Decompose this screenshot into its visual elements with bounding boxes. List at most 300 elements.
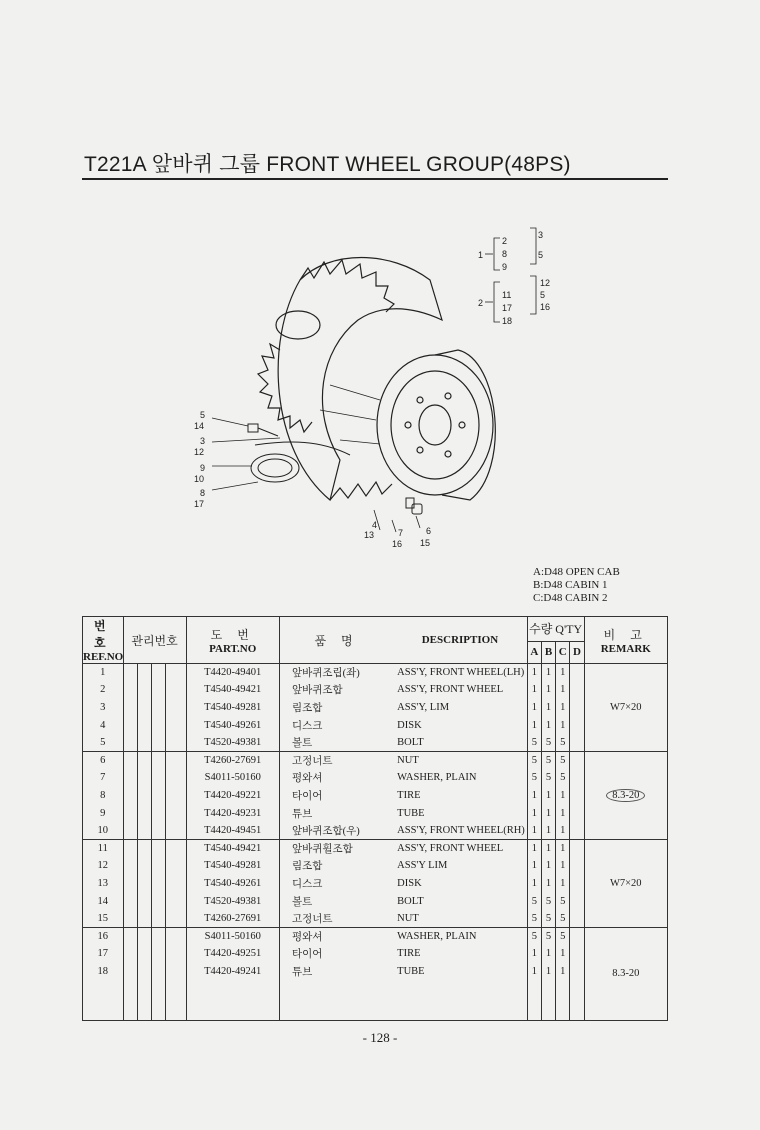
qty-a-header: A — [527, 641, 541, 663]
description-cell: ASS'Y LIM — [393, 857, 527, 875]
part-number-cell: T4420-49401 — [186, 664, 279, 682]
ref-cell: 15 — [83, 910, 124, 928]
table-row — [83, 734, 668, 752]
qty-c-cell: 1 — [556, 875, 570, 893]
ref-cell: 9 — [83, 804, 124, 822]
qty-c-header: C — [556, 641, 570, 663]
mgmt-cell-3 — [152, 664, 166, 682]
mgmt-cell-2 — [137, 892, 151, 910]
korean-name-cell: 타이어 — [291, 790, 323, 802]
part-number-cell: T4540-49421 — [186, 681, 279, 699]
table-row — [83, 963, 668, 981]
part-number-cell: T4540-49261 — [186, 875, 279, 893]
korean-name-cell: 앞바퀴조합(우) — [291, 825, 360, 837]
qty-d-cell — [570, 892, 584, 910]
blank-cell — [186, 980, 279, 1020]
ref-cell: 5 — [83, 734, 124, 752]
legend-c: C:D48 CABIN 2 — [533, 592, 608, 604]
qty-a-cell: 1 — [527, 822, 541, 840]
mgmt-cell-3 — [152, 769, 166, 787]
qty-b-cell: 5 — [541, 734, 555, 752]
qty-d-cell — [570, 716, 584, 734]
part-header-ko: 도 번 — [210, 627, 255, 642]
mgmt-cell-3 — [152, 892, 166, 910]
qty-b-cell: 5 — [541, 892, 555, 910]
korean-name-cell: 림조합 — [291, 861, 323, 873]
qty-a-cell: 1 — [527, 787, 541, 805]
qty-c-cell: 1 — [556, 681, 570, 699]
remark-header — [584, 617, 667, 664]
qty-d-cell — [570, 699, 584, 717]
group-label-1: 1 — [478, 250, 484, 260]
mgmt-cell-1 — [123, 699, 137, 717]
description-cell: ASS'Y, FRONT WHEEL — [393, 839, 527, 857]
qty-d-cell — [570, 839, 584, 857]
qty-a-cell: 5 — [527, 910, 541, 928]
mgmt-header — [123, 617, 186, 664]
korean-name-cell: 고정너트 — [279, 751, 393, 769]
description-cell: ASS'Y, LIM — [393, 699, 527, 717]
ref-cell: 10 — [83, 822, 124, 840]
group-label-2: 2 — [478, 298, 484, 308]
part-number-cell: T4420-49251 — [186, 945, 279, 963]
group1-item-3: 3 — [538, 230, 544, 240]
korean-name-cell: 앞바퀴휠조합 — [279, 839, 393, 857]
mgmt-cell-4 — [166, 751, 186, 769]
mgmt-cell-1 — [123, 839, 137, 857]
qty-b-cell: 5 — [541, 910, 555, 928]
mgmt-cell-1 — [123, 822, 137, 840]
ref-header — [83, 617, 124, 664]
qty-d-cell — [570, 822, 584, 840]
part-number-cell: T4540-49281 — [186, 699, 279, 717]
ref-cell: 18 — [83, 963, 124, 981]
qty-a-cell: 1 — [527, 804, 541, 822]
korean-name-cell: 볼트 — [291, 896, 313, 908]
description-cell: ASS'Y, FRONT WHEEL(RH) — [393, 822, 527, 840]
qty-c-cell: 1 — [556, 699, 570, 717]
ref-cell: 14 — [83, 892, 124, 910]
qty-b-cell: 1 — [541, 787, 555, 805]
part-header-en: PART.NO — [209, 642, 257, 655]
qty-b-cell: 1 — [541, 945, 555, 963]
korean-name-cell: 앞바퀴조합 — [291, 685, 343, 697]
qty-c-cell: 1 — [556, 963, 570, 981]
qty-b-cell: 1 — [541, 664, 555, 682]
qty-d-cell — [570, 681, 584, 699]
desc-header-en: DESCRIPTION — [421, 634, 499, 646]
mgmt-cell-4 — [166, 857, 186, 875]
table-row — [83, 699, 668, 717]
table-row — [83, 945, 668, 963]
legend-a: A:D48 OPEN CAB — [533, 566, 620, 578]
name-header-ko: 품 명 — [314, 633, 359, 648]
table-row — [83, 822, 668, 840]
mgmt-cell-4 — [166, 664, 186, 682]
part-number-cell: T4260-27691 — [186, 910, 279, 928]
korean-name-cell: 림조합 — [291, 702, 323, 714]
blank-cell — [279, 980, 393, 1020]
mgmt-cell-3 — [152, 787, 166, 805]
qty-a-cell: 5 — [527, 892, 541, 910]
remark-cell — [584, 927, 667, 1020]
blank-cell — [166, 980, 186, 1020]
description-cell: TIRE — [393, 945, 527, 963]
mgmt-cell-4 — [166, 839, 186, 857]
rim-disk-illustration — [377, 350, 495, 500]
mgmt-cell-1 — [123, 769, 137, 787]
description-cell: ASS'Y, FRONT WHEEL(LH) — [393, 664, 527, 682]
mgmt-cell-1 — [123, 910, 137, 928]
qty-d-cell — [570, 927, 584, 945]
description-cell: BOLT — [393, 734, 527, 752]
qty-header-ko: 수량 Q'TY — [529, 622, 583, 637]
qty-b-cell: 5 — [541, 927, 555, 945]
group1-item-5: 5 — [538, 250, 544, 260]
callout-5: 5 — [200, 410, 206, 420]
qty-d-cell — [570, 804, 584, 822]
mgmt-cell-1 — [123, 681, 137, 699]
callout-3: 3 — [200, 436, 206, 446]
mgmt-cell-3 — [152, 910, 166, 928]
blank-cell — [393, 980, 527, 1020]
remark-text: W7×20 — [609, 877, 642, 889]
mgmt-cell-2 — [137, 681, 151, 699]
table-row — [83, 892, 668, 910]
table-row-blank — [83, 980, 668, 1020]
bolt-nut-illustration — [248, 424, 422, 514]
mgmt-cell-3 — [152, 927, 166, 945]
mgmt-cell-4 — [166, 787, 186, 805]
qty-d-header: D — [570, 641, 584, 663]
qty-b-cell: 5 — [541, 751, 555, 769]
qty-header — [527, 617, 584, 642]
part-number-cell: T4420-49451 — [186, 822, 279, 840]
qty-c-cell: 1 — [556, 839, 570, 857]
korean-name-cell: 볼트 — [291, 737, 313, 749]
mgmt-cell-1 — [123, 892, 137, 910]
callout-4: 4 — [372, 520, 378, 530]
description-cell: BOLT — [393, 892, 527, 910]
mgmt-cell-4 — [166, 945, 186, 963]
mgmt-cell-4 — [166, 734, 186, 752]
qty-a-cell: 1 — [527, 664, 541, 682]
description-cell: NUT — [393, 751, 527, 769]
blank-cell — [570, 980, 584, 1020]
qty-b-cell: 1 — [541, 822, 555, 840]
mgmt-cell-2 — [137, 699, 151, 717]
mgmt-cell-3 — [152, 716, 166, 734]
description-cell: NUT — [393, 910, 527, 928]
legend-b: B:D48 CABIN 1 — [533, 579, 608, 591]
qty-c-cell: 5 — [556, 910, 570, 928]
mgmt-cell-2 — [137, 822, 151, 840]
mgmt-cell-2 — [137, 945, 151, 963]
table-row — [83, 681, 668, 699]
qty-b-cell: 1 — [541, 681, 555, 699]
korean-name-cell: 고정너트 — [291, 913, 333, 925]
group2-item-11: 11 — [502, 290, 512, 300]
blank-cell — [541, 980, 555, 1020]
callout-17: 17 — [194, 499, 205, 509]
mgmt-cell-4 — [166, 699, 186, 717]
mgmt-cell-3 — [152, 734, 166, 752]
ref-cell: 1 — [83, 664, 124, 682]
qty-d-cell — [570, 857, 584, 875]
group2-item-17: 17 — [502, 303, 513, 313]
table-row — [83, 787, 668, 805]
callout-14: 14 — [194, 421, 205, 431]
description-cell: DISK — [393, 716, 527, 734]
table-row — [83, 664, 668, 682]
mgmt-cell-3 — [152, 751, 166, 769]
qty-a-cell: 1 — [527, 716, 541, 734]
qty-d-cell — [570, 945, 584, 963]
part-number-cell: S4011-50160 — [186, 927, 279, 945]
tube-illustration — [251, 442, 350, 482]
korean-name-cell: 디스크 — [291, 720, 323, 732]
qty-c-cell: 1 — [556, 857, 570, 875]
mgmt-cell-1 — [123, 664, 137, 682]
qty-c-cell: 1 — [556, 664, 570, 682]
blank-cell — [123, 980, 137, 1020]
blank-cell — [83, 980, 124, 1020]
ref-header-ko: 번 호 — [94, 619, 112, 650]
mgmt-cell-2 — [137, 839, 151, 857]
ref-header-en: REF.NO — [83, 651, 124, 663]
qty-d-cell — [570, 875, 584, 893]
page-title: T221A 앞바퀴 그룹 FRONT WHEEL GROUP(48PS) — [84, 153, 571, 176]
description-cell: WASHER, PLAIN — [393, 769, 527, 787]
group2-item-16: 16 — [540, 302, 551, 312]
mgmt-cell-2 — [137, 857, 151, 875]
title-underline — [82, 178, 668, 180]
parts-table — [82, 616, 668, 1021]
blank-cell — [527, 980, 541, 1020]
qty-b-cell: 5 — [541, 769, 555, 787]
model-legend — [533, 566, 620, 605]
callout-9: 9 — [200, 463, 206, 473]
remark-text: W7×20 — [609, 701, 642, 713]
mgmt-cell-1 — [123, 716, 137, 734]
table-row — [83, 751, 668, 769]
table-row — [83, 804, 668, 822]
qty-a-cell: 1 — [527, 839, 541, 857]
qty-d-cell — [570, 910, 584, 928]
remark-cell — [584, 751, 667, 839]
front-wheel-exploded-diagram — [180, 210, 580, 560]
part-header — [186, 617, 279, 664]
part-number-cell: T4540-49281 — [186, 857, 279, 875]
part-number-cell: T4540-49421 — [186, 839, 279, 857]
remark-text: 8.3-20 — [612, 968, 640, 980]
callout-6: 6 — [426, 526, 432, 536]
qty-c-cell: 1 — [556, 787, 570, 805]
name-header — [279, 617, 393, 664]
qty-c-cell: 5 — [556, 734, 570, 752]
qty-d-cell — [570, 787, 584, 805]
qty-b-cell: 1 — [541, 804, 555, 822]
korean-name-cell: 평와셔 — [291, 773, 323, 785]
ref-cell: 17 — [83, 945, 124, 963]
remark-header-ko: 비 고 — [603, 627, 648, 642]
mgmt-cell-1 — [123, 875, 137, 893]
part-number-cell: T4420-49231 — [186, 804, 279, 822]
korean-name-cell: 타이어 — [291, 949, 323, 961]
qty-a-cell: 5 — [527, 734, 541, 752]
korean-name-cell: 튜브 — [291, 966, 313, 978]
korean-name-cell: 평와셔 — [279, 927, 393, 945]
callout-15: 15 — [420, 538, 431, 548]
ref-cell: 11 — [83, 839, 124, 857]
qty-c-cell: 5 — [556, 892, 570, 910]
mgmt-cell-2 — [137, 734, 151, 752]
qty-a-cell: 1 — [527, 945, 541, 963]
ref-cell: 13 — [83, 875, 124, 893]
ref-cell: 2 — [83, 681, 124, 699]
table-row — [83, 839, 668, 857]
mgmt-cell-4 — [166, 681, 186, 699]
mgmt-cell-4 — [166, 892, 186, 910]
table-row — [83, 910, 668, 928]
parts-table-body — [83, 664, 668, 1021]
part-number-cell: T4520-49381 — [186, 892, 279, 910]
mgmt-cell-2 — [137, 716, 151, 734]
mgmt-cell-3 — [152, 945, 166, 963]
qty-b-cell: 1 — [541, 716, 555, 734]
mgmt-cell-3 — [152, 963, 166, 981]
qty-b-header: B — [541, 641, 555, 663]
description-cell: WASHER, PLAIN — [393, 927, 527, 945]
part-number-cell: T4540-49261 — [186, 716, 279, 734]
qty-c-cell: 1 — [556, 822, 570, 840]
mgmt-cell-1 — [123, 945, 137, 963]
mgmt-cell-4 — [166, 875, 186, 893]
korean-name-cell: 디스크 — [291, 878, 323, 890]
ref-cell: 12 — [83, 857, 124, 875]
remark-text: 8.3-20 — [606, 789, 645, 802]
qty-a-cell: 5 — [527, 769, 541, 787]
blank-cell — [137, 980, 151, 1020]
qty-a-cell: 1 — [527, 681, 541, 699]
description-cell: TIRE — [393, 787, 527, 805]
qty-b-cell: 1 — [541, 875, 555, 893]
mgmt-cell-1 — [123, 787, 137, 805]
part-number-cell: S4011-50160 — [186, 769, 279, 787]
qty-d-cell — [570, 734, 584, 752]
ref-cell: 7 — [83, 769, 124, 787]
desc-header — [393, 617, 527, 664]
description-cell: TUBE — [393, 963, 527, 981]
qty-d-cell — [570, 751, 584, 769]
group2-item-12: 12 — [540, 278, 551, 288]
qty-c-cell: 1 — [556, 716, 570, 734]
group2-item-5: 5 — [540, 290, 546, 300]
ref-cell: 6 — [83, 751, 124, 769]
callout-16: 16 — [392, 539, 403, 549]
description-cell: DISK — [393, 875, 527, 893]
page-number: - 128 - — [362, 1030, 398, 1045]
group1-item-8: 8 — [502, 249, 508, 259]
tire-illustration — [258, 258, 442, 501]
mgmt-cell-2 — [137, 804, 151, 822]
blank-cell — [152, 980, 166, 1020]
callout-10: 10 — [194, 474, 205, 484]
qty-b-cell: 1 — [541, 699, 555, 717]
leader-lines — [212, 385, 420, 532]
qty-c-cell: 5 — [556, 927, 570, 945]
korean-name-cell: 튜브 — [291, 808, 313, 820]
qty-b-cell: 1 — [541, 857, 555, 875]
mgmt-cell-1 — [123, 804, 137, 822]
mgmt-cell-2 — [137, 769, 151, 787]
qty-a-cell: 5 — [527, 927, 541, 945]
mgmt-cell-1 — [123, 963, 137, 981]
qty-d-cell — [570, 664, 584, 682]
mgmt-cell-1 — [123, 927, 137, 945]
mgmt-cell-3 — [152, 857, 166, 875]
remark-cell — [584, 664, 667, 752]
mgmt-cell-1 — [123, 857, 137, 875]
blank-cell — [556, 980, 570, 1020]
table-row — [83, 769, 668, 787]
group1-item-2: 2 — [502, 236, 508, 246]
ref-cell: 16 — [83, 927, 124, 945]
callout-8: 8 — [200, 488, 206, 498]
ref-cell: 8 — [83, 787, 124, 805]
mgmt-cell-2 — [137, 664, 151, 682]
mgmt-cell-4 — [166, 716, 186, 734]
ref-cell: 4 — [83, 716, 124, 734]
part-number-cell: T4520-49381 — [186, 734, 279, 752]
qty-a-cell: 1 — [527, 857, 541, 875]
description-cell: ASS'Y, FRONT WHEEL — [393, 681, 527, 699]
table-row — [83, 716, 668, 734]
mgmt-cell-1 — [123, 751, 137, 769]
qty-b-cell: 1 — [541, 963, 555, 981]
mgmt-cell-2 — [137, 963, 151, 981]
group2-item-18: 18 — [502, 316, 513, 326]
mgmt-cell-2 — [137, 875, 151, 893]
qty-d-cell — [570, 963, 584, 981]
qty-d-cell — [570, 769, 584, 787]
mgmt-cell-2 — [137, 927, 151, 945]
description-cell: TUBE — [393, 804, 527, 822]
mgmt-cell-4 — [166, 804, 186, 822]
qty-c-cell: 1 — [556, 804, 570, 822]
mgmt-cell-2 — [137, 910, 151, 928]
qty-a-cell: 1 — [527, 875, 541, 893]
mgmt-cell-3 — [152, 681, 166, 699]
mgmt-cell-3 — [152, 822, 166, 840]
ref-cell: 3 — [83, 699, 124, 717]
mgmt-cell-4 — [166, 822, 186, 840]
callout-7: 7 — [398, 528, 404, 538]
remark-header-en: REMARK — [600, 642, 651, 655]
mgmt-cell-1 — [123, 734, 137, 752]
korean-name-cell: 앞바퀴조립(좌) — [279, 664, 393, 682]
qty-b-cell: 1 — [541, 839, 555, 857]
part-number-cell: T4420-49221 — [186, 787, 279, 805]
qty-a-cell: 5 — [527, 751, 541, 769]
callout-12: 12 — [194, 447, 205, 457]
mgmt-cell-4 — [166, 927, 186, 945]
qty-c-cell: 5 — [556, 751, 570, 769]
mgmt-cell-3 — [152, 699, 166, 717]
mgmt-cell-4 — [166, 910, 186, 928]
mgmt-header-ko: 관리번호 — [131, 633, 178, 648]
part-number-cell: T4260-27691 — [186, 751, 279, 769]
